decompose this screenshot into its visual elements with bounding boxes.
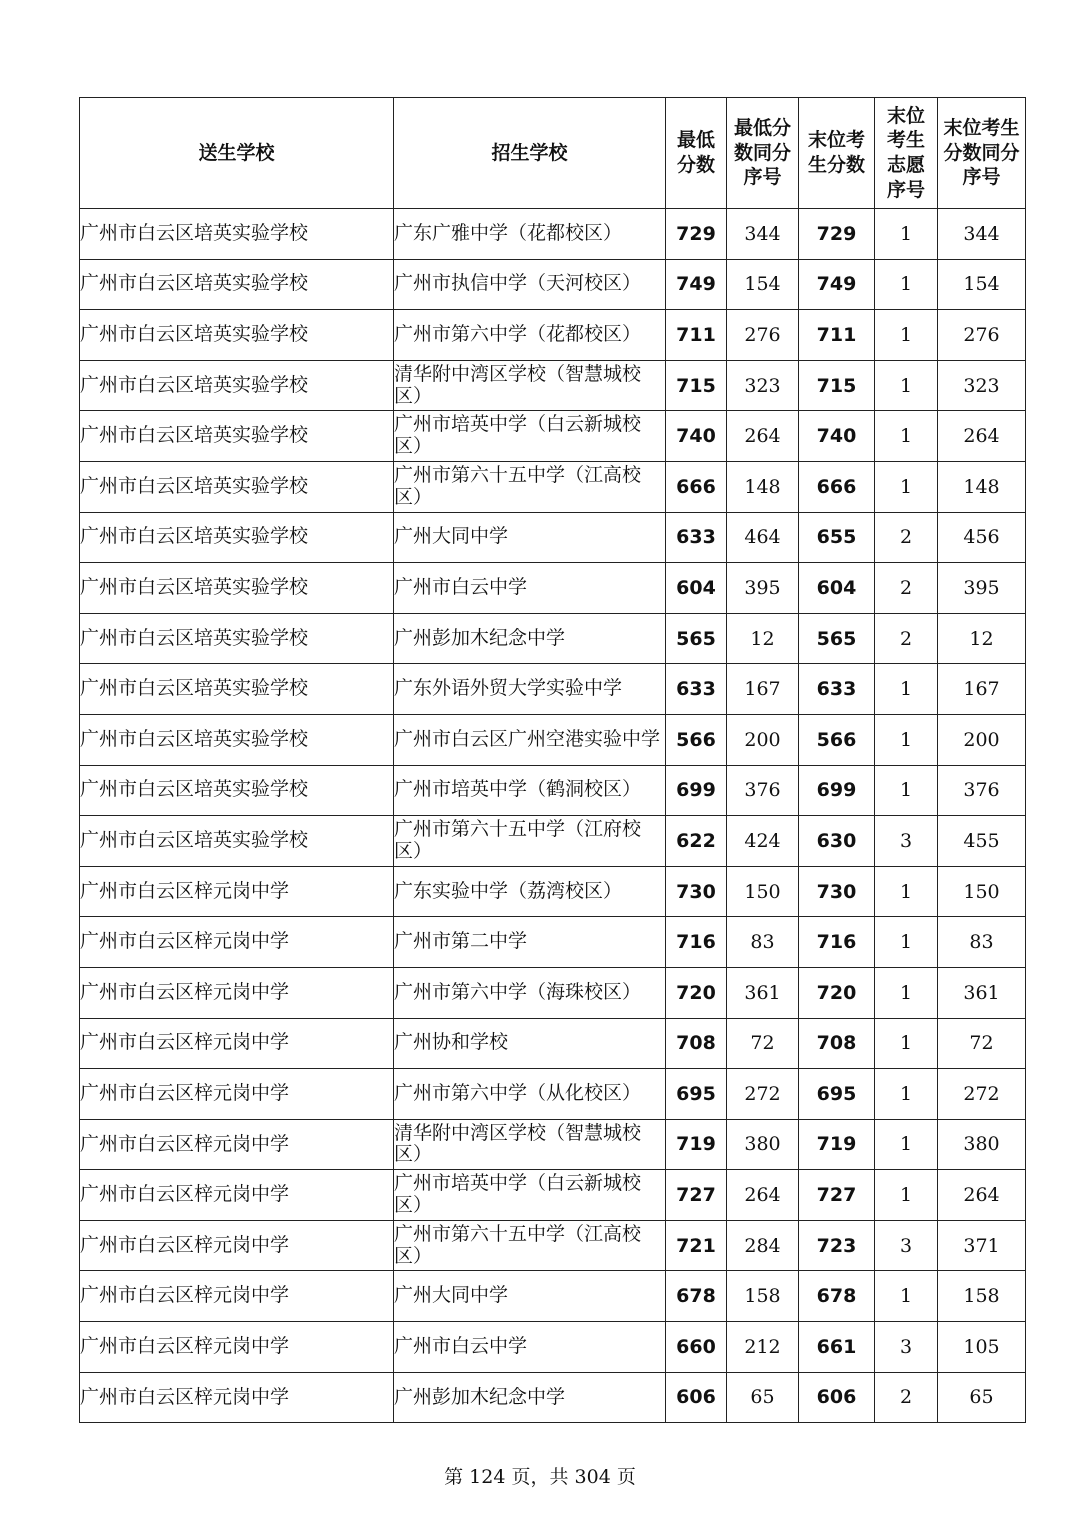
min-score-cell: 695 bbox=[666, 1069, 727, 1120]
table-row bbox=[80, 360, 1026, 411]
last-score-seq-cell: 395 bbox=[938, 563, 1026, 614]
recv-school-cell: 广州市第六中学（从化校区） bbox=[394, 1069, 666, 1120]
last-volunteer-seq-cell: 1 bbox=[875, 360, 938, 411]
recv-school-cell: 广州市执信中学（天河校区） bbox=[394, 259, 666, 310]
table-row bbox=[80, 1372, 1026, 1423]
min-score-cell: 740 bbox=[666, 411, 727, 462]
last-score-cell: 666 bbox=[799, 461, 875, 512]
header-send-school: 送生学校 bbox=[80, 98, 394, 209]
table-row bbox=[80, 310, 1026, 361]
min-score-cell: 727 bbox=[666, 1170, 727, 1221]
min-score-seq-cell: 148 bbox=[727, 461, 799, 512]
send-school-cell: 广州市白云区梓元岗中学 bbox=[80, 1220, 394, 1271]
send-school-cell: 广州市白云区培英实验学校 bbox=[80, 411, 394, 462]
last-score-seq-cell: 276 bbox=[938, 310, 1026, 361]
table-row bbox=[80, 1170, 1026, 1221]
last-score-seq-cell: 455 bbox=[938, 816, 1026, 867]
last-score-seq-cell: 154 bbox=[938, 259, 1026, 310]
send-school-cell: 广州市白云区培英实验学校 bbox=[80, 461, 394, 512]
last-volunteer-seq-cell: 1 bbox=[875, 461, 938, 512]
recv-school-cell: 广州市第六十五中学（江高校区） bbox=[394, 1220, 666, 1271]
last-volunteer-seq-cell: 1 bbox=[875, 1119, 938, 1170]
recv-school-cell: 广州协和学校 bbox=[394, 1018, 666, 1069]
last-volunteer-seq-cell: 1 bbox=[875, 1069, 938, 1120]
last-score-seq-cell: 158 bbox=[938, 1271, 1026, 1322]
min-score-seq-cell: 83 bbox=[727, 917, 799, 968]
last-volunteer-seq-cell: 1 bbox=[875, 310, 938, 361]
last-score-cell: 719 bbox=[799, 1119, 875, 1170]
recv-school-cell: 广州市第二中学 bbox=[394, 917, 666, 968]
table-row bbox=[80, 209, 1026, 260]
last-volunteer-seq-cell: 1 bbox=[875, 1018, 938, 1069]
min-score-seq-cell: 12 bbox=[727, 613, 799, 664]
last-volunteer-seq-cell: 3 bbox=[875, 816, 938, 867]
table-row bbox=[80, 1220, 1026, 1271]
last-score-cell: 606 bbox=[799, 1372, 875, 1423]
table-row bbox=[80, 765, 1026, 816]
header-last-score: 末位考生分数 bbox=[799, 98, 875, 209]
last-volunteer-seq-cell: 1 bbox=[875, 411, 938, 462]
last-score-cell: 749 bbox=[799, 259, 875, 310]
last-volunteer-seq-cell: 1 bbox=[875, 209, 938, 260]
admission-table bbox=[79, 97, 1026, 1423]
send-school-cell: 广州市白云区梓元岗中学 bbox=[80, 1271, 394, 1322]
table-body bbox=[80, 209, 1026, 1423]
recv-school-cell: 广州市第六中学（花都校区） bbox=[394, 310, 666, 361]
header-last-score-seq: 末位考生分数同分序号 bbox=[938, 98, 1026, 209]
last-volunteer-seq-cell: 2 bbox=[875, 512, 938, 563]
last-score-cell: 711 bbox=[799, 310, 875, 361]
send-school-cell: 广州市白云区梓元岗中学 bbox=[80, 1322, 394, 1373]
min-score-cell: 622 bbox=[666, 816, 727, 867]
min-score-seq-cell: 167 bbox=[727, 664, 799, 715]
min-score-seq-cell: 395 bbox=[727, 563, 799, 614]
table-row bbox=[80, 563, 1026, 614]
recv-school-cell: 广州市培英中学（白云新城校区） bbox=[394, 411, 666, 462]
last-score-cell: 565 bbox=[799, 613, 875, 664]
min-score-cell: 730 bbox=[666, 866, 727, 917]
table-row bbox=[80, 816, 1026, 867]
min-score-seq-cell: 276 bbox=[727, 310, 799, 361]
send-school-cell: 广州市白云区梓元岗中学 bbox=[80, 967, 394, 1018]
last-score-cell: 730 bbox=[799, 866, 875, 917]
last-score-cell: 740 bbox=[799, 411, 875, 462]
send-school-cell: 广州市白云区培英实验学校 bbox=[80, 563, 394, 614]
min-score-cell: 633 bbox=[666, 512, 727, 563]
page-footer: 第 124 页，共 304 页 bbox=[444, 1466, 636, 1488]
min-score-seq-cell: 284 bbox=[727, 1220, 799, 1271]
min-score-seq-cell: 65 bbox=[727, 1372, 799, 1423]
table-row bbox=[80, 613, 1026, 664]
header-last-volunteer-seq: 末位考生志愿序号 bbox=[875, 98, 938, 209]
last-score-seq-cell: 376 bbox=[938, 765, 1026, 816]
table-row bbox=[80, 1018, 1026, 1069]
last-score-cell: 661 bbox=[799, 1322, 875, 1373]
last-score-seq-cell: 323 bbox=[938, 360, 1026, 411]
last-score-seq-cell: 344 bbox=[938, 209, 1026, 260]
recv-school-cell: 广州市培英中学（白云新城校区） bbox=[394, 1170, 666, 1221]
last-score-seq-cell: 12 bbox=[938, 613, 1026, 664]
last-score-seq-cell: 148 bbox=[938, 461, 1026, 512]
last-volunteer-seq-cell: 1 bbox=[875, 866, 938, 917]
recv-school-cell: 广州大同中学 bbox=[394, 512, 666, 563]
send-school-cell: 广州市白云区培英实验学校 bbox=[80, 259, 394, 310]
last-volunteer-seq-cell: 1 bbox=[875, 765, 938, 816]
min-score-cell: 716 bbox=[666, 917, 727, 968]
last-score-seq-cell: 264 bbox=[938, 411, 1026, 462]
min-score-seq-cell: 424 bbox=[727, 816, 799, 867]
recv-school-cell: 广州市白云中学 bbox=[394, 563, 666, 614]
last-score-cell: 720 bbox=[799, 967, 875, 1018]
last-volunteer-seq-cell: 3 bbox=[875, 1322, 938, 1373]
last-score-cell: 716 bbox=[799, 917, 875, 968]
min-score-cell: 720 bbox=[666, 967, 727, 1018]
recv-school-cell: 广东实验中学（荔湾校区） bbox=[394, 866, 666, 917]
last-score-seq-cell: 264 bbox=[938, 1170, 1026, 1221]
send-school-cell: 广州市白云区梓元岗中学 bbox=[80, 1069, 394, 1120]
send-school-cell: 广州市白云区培英实验学校 bbox=[80, 765, 394, 816]
min-score-cell: 711 bbox=[666, 310, 727, 361]
last-volunteer-seq-cell: 1 bbox=[875, 664, 938, 715]
table-row bbox=[80, 259, 1026, 310]
send-school-cell: 广州市白云区梓元岗中学 bbox=[80, 1170, 394, 1221]
last-score-seq-cell: 456 bbox=[938, 512, 1026, 563]
min-score-seq-cell: 361 bbox=[727, 967, 799, 1018]
last-score-cell: 604 bbox=[799, 563, 875, 614]
last-score-seq-cell: 72 bbox=[938, 1018, 1026, 1069]
last-volunteer-seq-cell: 2 bbox=[875, 563, 938, 614]
recv-school-cell: 广州市第六中学（海珠校区） bbox=[394, 967, 666, 1018]
min-score-seq-cell: 344 bbox=[727, 209, 799, 260]
last-score-seq-cell: 380 bbox=[938, 1119, 1026, 1170]
recv-school-cell: 广州市白云区广州空港实验中学 bbox=[394, 714, 666, 765]
last-volunteer-seq-cell: 1 bbox=[875, 259, 938, 310]
last-volunteer-seq-cell: 1 bbox=[875, 1170, 938, 1221]
min-score-cell: 666 bbox=[666, 461, 727, 512]
table-row bbox=[80, 664, 1026, 715]
min-score-seq-cell: 464 bbox=[727, 512, 799, 563]
min-score-seq-cell: 380 bbox=[727, 1119, 799, 1170]
send-school-cell: 广州市白云区培英实验学校 bbox=[80, 360, 394, 411]
last-score-cell: 699 bbox=[799, 765, 875, 816]
last-volunteer-seq-cell: 1 bbox=[875, 967, 938, 1018]
min-score-seq-cell: 200 bbox=[727, 714, 799, 765]
last-score-cell: 715 bbox=[799, 360, 875, 411]
min-score-seq-cell: 158 bbox=[727, 1271, 799, 1322]
header-min-score-seq: 最低分数同分序号 bbox=[727, 98, 799, 209]
last-volunteer-seq-cell: 2 bbox=[875, 1372, 938, 1423]
table-row bbox=[80, 1069, 1026, 1120]
min-score-cell: 633 bbox=[666, 664, 727, 715]
last-score-cell: 566 bbox=[799, 714, 875, 765]
last-score-seq-cell: 167 bbox=[938, 664, 1026, 715]
min-score-cell: 566 bbox=[666, 714, 727, 765]
last-score-seq-cell: 200 bbox=[938, 714, 1026, 765]
table-row bbox=[80, 1119, 1026, 1170]
recv-school-cell: 广州彭加木纪念中学 bbox=[394, 613, 666, 664]
min-score-cell: 719 bbox=[666, 1119, 727, 1170]
last-score-seq-cell: 371 bbox=[938, 1220, 1026, 1271]
send-school-cell: 广州市白云区培英实验学校 bbox=[80, 310, 394, 361]
send-school-cell: 广州市白云区培英实验学校 bbox=[80, 512, 394, 563]
min-score-cell: 604 bbox=[666, 563, 727, 614]
min-score-seq-cell: 264 bbox=[727, 1170, 799, 1221]
last-volunteer-seq-cell: 3 bbox=[875, 1220, 938, 1271]
table-row bbox=[80, 1271, 1026, 1322]
table-row bbox=[80, 1322, 1026, 1373]
table-row bbox=[80, 461, 1026, 512]
header-row bbox=[80, 98, 1026, 209]
min-score-cell: 749 bbox=[666, 259, 727, 310]
header-recv-school: 招生学校 bbox=[394, 98, 666, 209]
send-school-cell: 广州市白云区培英实验学校 bbox=[80, 664, 394, 715]
min-score-seq-cell: 154 bbox=[727, 259, 799, 310]
table-row bbox=[80, 714, 1026, 765]
last-score-cell: 729 bbox=[799, 209, 875, 260]
min-score-seq-cell: 264 bbox=[727, 411, 799, 462]
last-score-seq-cell: 83 bbox=[938, 917, 1026, 968]
send-school-cell: 广州市白云区梓元岗中学 bbox=[80, 1018, 394, 1069]
table-row bbox=[80, 866, 1026, 917]
min-score-cell: 660 bbox=[666, 1322, 727, 1373]
last-volunteer-seq-cell: 1 bbox=[875, 917, 938, 968]
min-score-seq-cell: 376 bbox=[727, 765, 799, 816]
table-row bbox=[80, 917, 1026, 968]
last-score-cell: 633 bbox=[799, 664, 875, 715]
send-school-cell: 广州市白云区梓元岗中学 bbox=[80, 1119, 394, 1170]
last-score-cell: 655 bbox=[799, 512, 875, 563]
min-score-cell: 678 bbox=[666, 1271, 727, 1322]
last-volunteer-seq-cell: 2 bbox=[875, 613, 938, 664]
last-score-seq-cell: 272 bbox=[938, 1069, 1026, 1120]
recv-school-cell: 广州大同中学 bbox=[394, 1271, 666, 1322]
last-score-seq-cell: 105 bbox=[938, 1322, 1026, 1373]
table-row bbox=[80, 512, 1026, 563]
recv-school-cell: 清华附中湾区学校（智慧城校区） bbox=[394, 1119, 666, 1170]
table-row bbox=[80, 967, 1026, 1018]
last-score-cell: 695 bbox=[799, 1069, 875, 1120]
send-school-cell: 广州市白云区培英实验学校 bbox=[80, 613, 394, 664]
table-row bbox=[80, 411, 1026, 462]
send-school-cell: 广州市白云区培英实验学校 bbox=[80, 209, 394, 260]
recv-school-cell: 广东广雅中学（花都校区） bbox=[394, 209, 666, 260]
last-score-cell: 708 bbox=[799, 1018, 875, 1069]
recv-school-cell: 广州市白云中学 bbox=[394, 1322, 666, 1373]
min-score-seq-cell: 212 bbox=[727, 1322, 799, 1373]
min-score-cell: 606 bbox=[666, 1372, 727, 1423]
last-score-cell: 727 bbox=[799, 1170, 875, 1221]
min-score-cell: 729 bbox=[666, 209, 727, 260]
min-score-cell: 721 bbox=[666, 1220, 727, 1271]
last-score-seq-cell: 150 bbox=[938, 866, 1026, 917]
min-score-seq-cell: 150 bbox=[727, 866, 799, 917]
recv-school-cell: 清华附中湾区学校（智慧城校区） bbox=[394, 360, 666, 411]
recv-school-cell: 广州市培英中学（鹤洞校区） bbox=[394, 765, 666, 816]
send-school-cell: 广州市白云区梓元岗中学 bbox=[80, 917, 394, 968]
last-volunteer-seq-cell: 1 bbox=[875, 1271, 938, 1322]
last-score-seq-cell: 361 bbox=[938, 967, 1026, 1018]
recv-school-cell: 广州彭加木纪念中学 bbox=[394, 1372, 666, 1423]
header-min-score: 最低分数 bbox=[666, 98, 727, 209]
send-school-cell: 广州市白云区梓元岗中学 bbox=[80, 866, 394, 917]
last-score-cell: 630 bbox=[799, 816, 875, 867]
min-score-seq-cell: 72 bbox=[727, 1018, 799, 1069]
last-score-cell: 678 bbox=[799, 1271, 875, 1322]
min-score-cell: 699 bbox=[666, 765, 727, 816]
last-score-cell: 723 bbox=[799, 1220, 875, 1271]
min-score-cell: 715 bbox=[666, 360, 727, 411]
min-score-seq-cell: 323 bbox=[727, 360, 799, 411]
min-score-cell: 565 bbox=[666, 613, 727, 664]
recv-school-cell: 广东外语外贸大学实验中学 bbox=[394, 664, 666, 715]
send-school-cell: 广州市白云区梓元岗中学 bbox=[80, 1372, 394, 1423]
send-school-cell: 广州市白云区培英实验学校 bbox=[80, 714, 394, 765]
last-score-seq-cell: 65 bbox=[938, 1372, 1026, 1423]
recv-school-cell: 广州市第六十五中学（江府校区） bbox=[394, 816, 666, 867]
send-school-cell: 广州市白云区培英实验学校 bbox=[80, 816, 394, 867]
last-volunteer-seq-cell: 1 bbox=[875, 714, 938, 765]
min-score-cell: 708 bbox=[666, 1018, 727, 1069]
min-score-seq-cell: 272 bbox=[727, 1069, 799, 1120]
recv-school-cell: 广州市第六十五中学（江高校区） bbox=[394, 461, 666, 512]
